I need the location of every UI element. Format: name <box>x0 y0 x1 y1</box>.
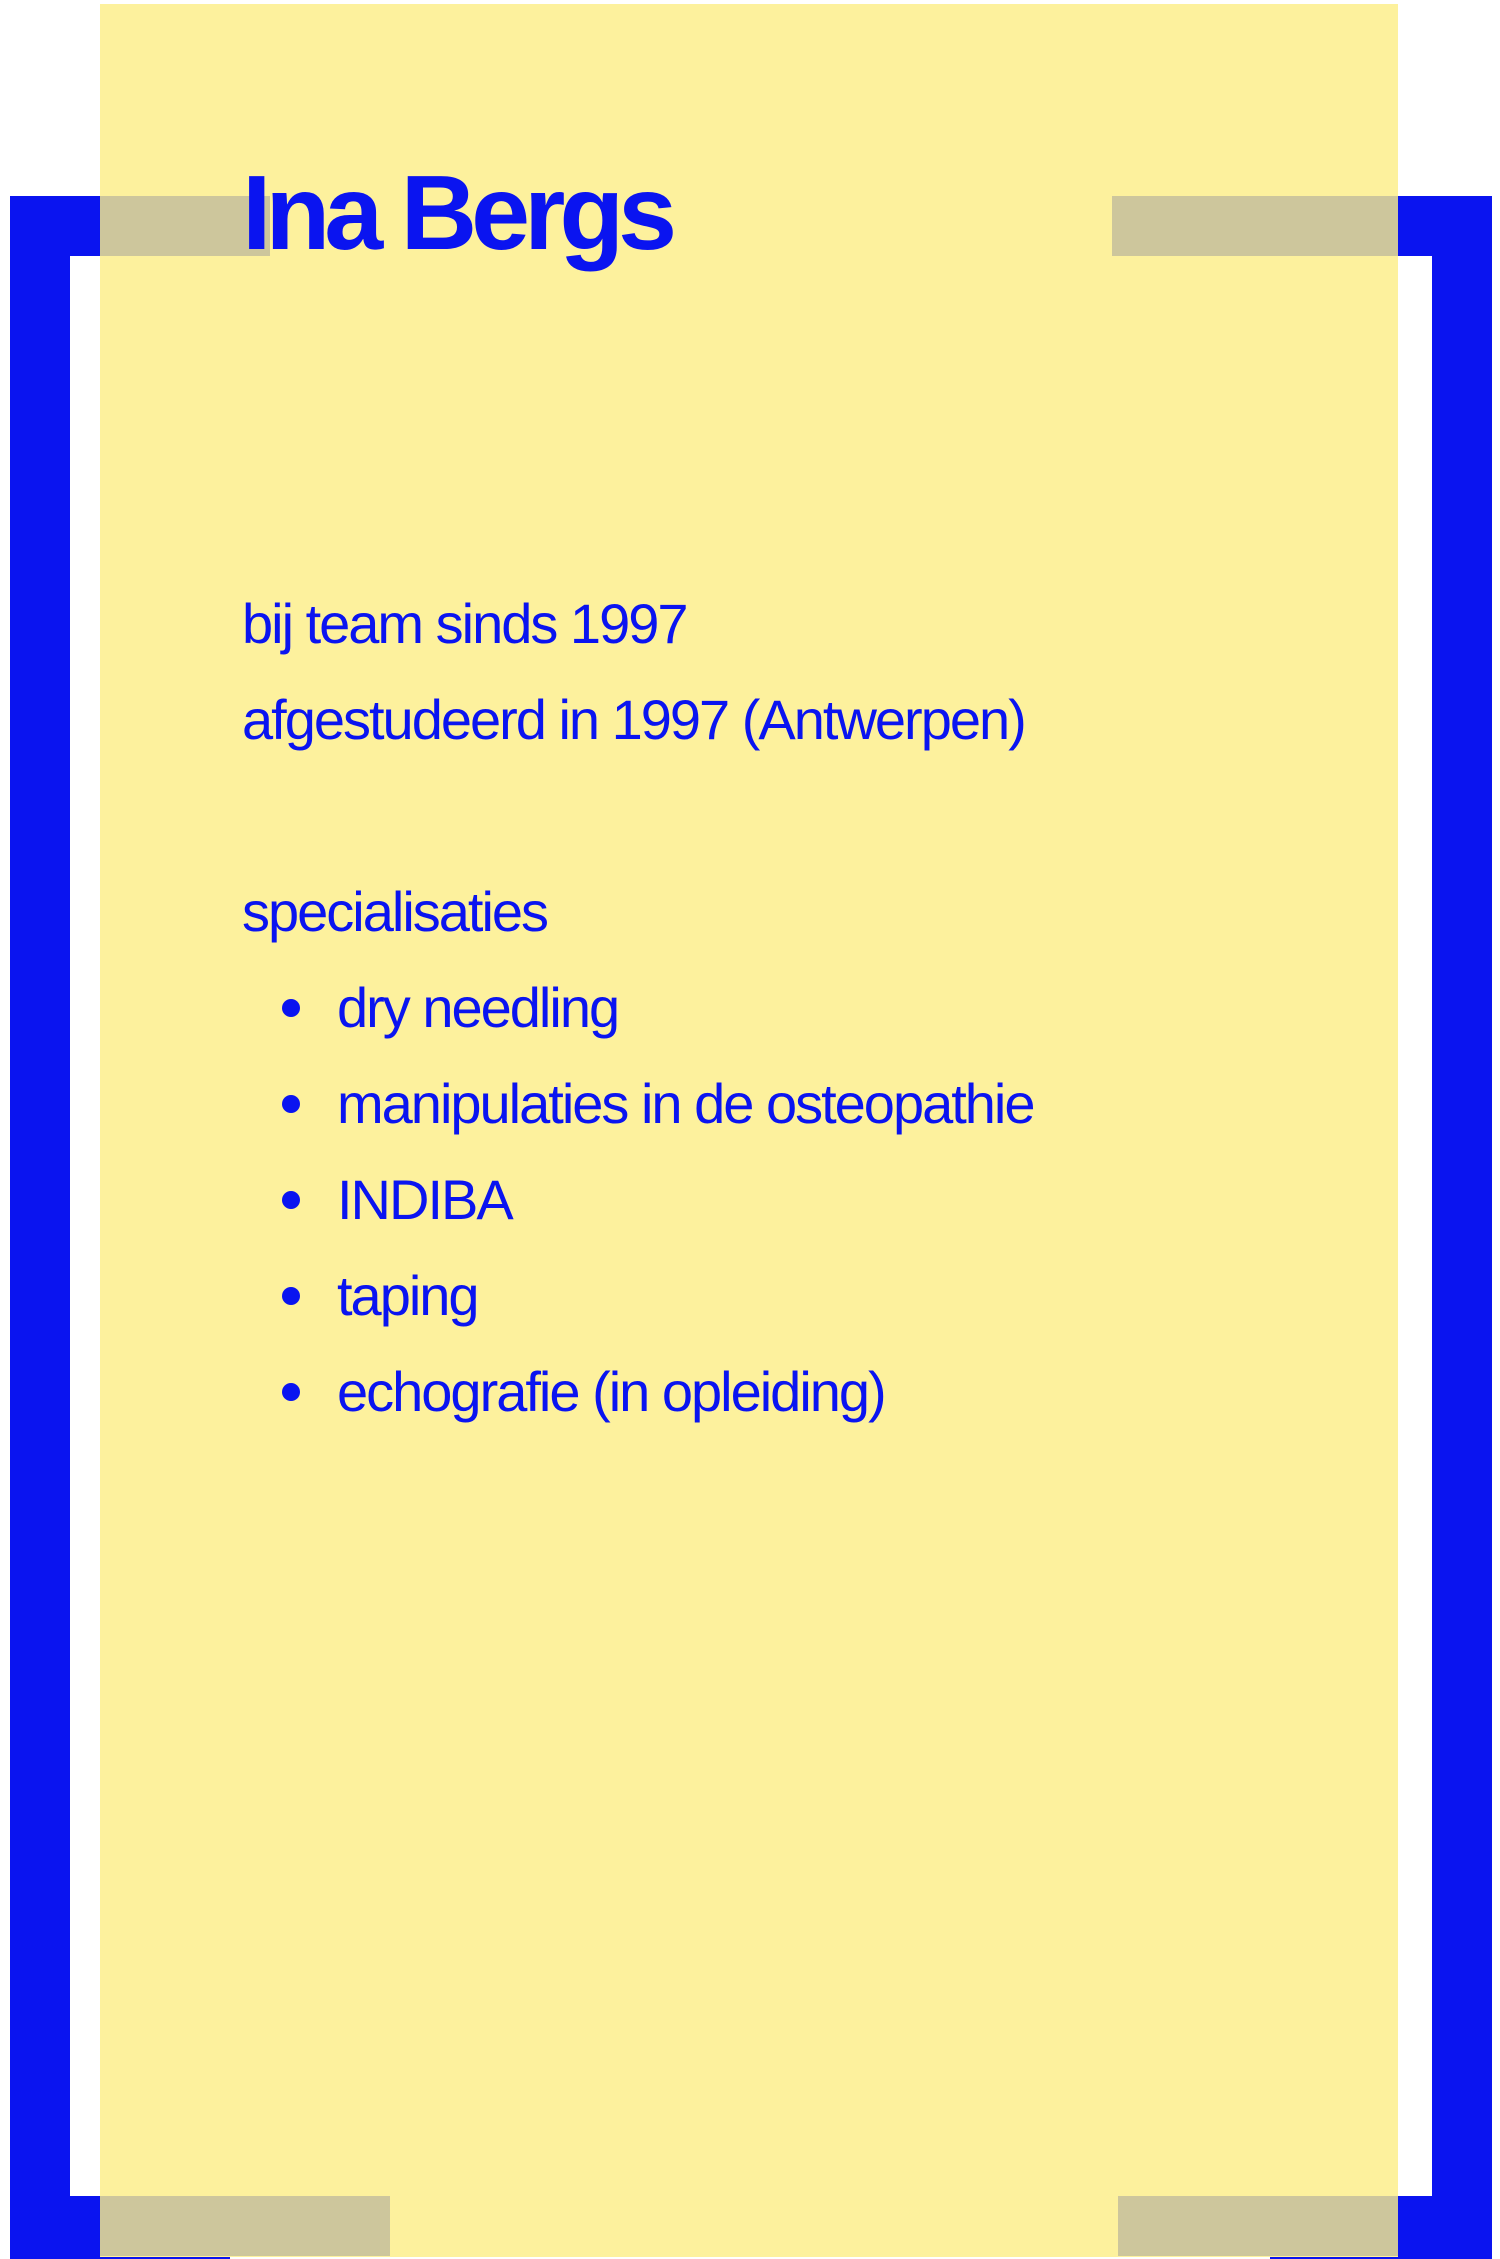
frame-right-bar <box>1432 196 1492 2259</box>
tape-bottom-right <box>1118 2196 1398 2256</box>
bullet-icon <box>282 1287 300 1305</box>
tape-top-right <box>1112 196 1398 256</box>
specialization-item <box>242 960 1322 1056</box>
specialization-label: manipulaties in de osteopathie <box>337 1072 1034 1135</box>
profile-details <box>242 576 1322 1440</box>
specialization-item <box>242 1344 1322 1440</box>
specialization-label: INDIBA <box>337 1168 512 1231</box>
specialization-item <box>242 1248 1322 1344</box>
specializations-heading: specialisaties <box>242 880 548 943</box>
specializations-list <box>242 960 1322 1440</box>
frame-left-bar <box>10 196 70 2259</box>
bullet-icon <box>282 1383 300 1401</box>
specialization-item <box>242 1056 1322 1152</box>
specialization-label: echografie (in opleiding) <box>337 1360 885 1423</box>
graduated-text: afgestudeerd in 1997 (Antwerpen) <box>242 688 1025 751</box>
bullet-icon <box>282 1095 300 1113</box>
tape-bottom-left <box>100 2196 390 2256</box>
team-since-text: bij team sinds 1997 <box>242 592 687 655</box>
specialization-item <box>242 1152 1322 1248</box>
bullet-icon <box>282 999 300 1017</box>
specialization-label: taping <box>337 1264 478 1327</box>
profile-name: Ina Bergs <box>242 154 672 272</box>
specialization-label: dry needling <box>337 976 619 1039</box>
bullet-icon <box>282 1191 300 1209</box>
section-spacer <box>242 768 1322 864</box>
